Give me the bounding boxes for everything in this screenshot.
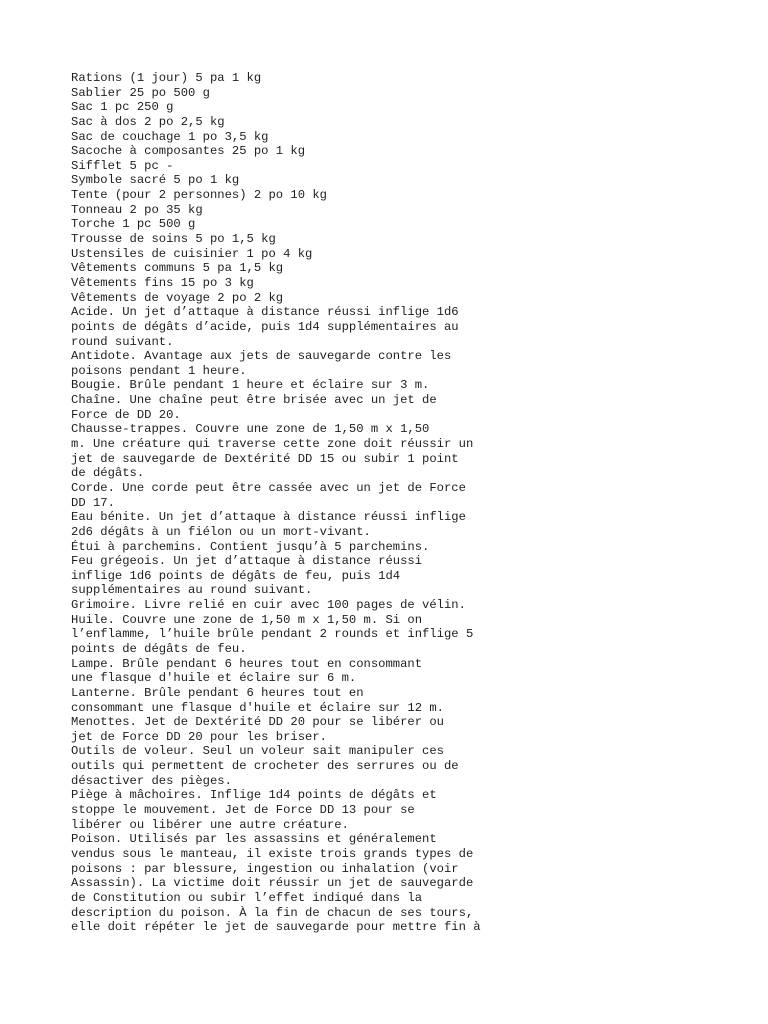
text-line: Bougie. Brûle pendant 1 heure et éclaire sur 3 m. [71, 378, 430, 393]
text-line: DD 17. [71, 495, 115, 510]
text-line: Symbole sacré 5 po 1 kg [71, 173, 240, 188]
text-line: Chaîne. Une chaîne peut être brisée avec un jet de [71, 393, 437, 408]
text-line: Vêtements de voyage 2 po 2 kg [71, 290, 284, 305]
text-line: désactiver des pièges. [71, 773, 232, 788]
text-line: Sac de couchage 1 po 3,5 kg [71, 129, 269, 144]
text-line: Sac 1 pc 250 g [71, 100, 174, 115]
text-line: Rations (1 jour) 5 pa 1 kg [71, 71, 262, 85]
text-line: Huile. Couvre une zone de 1,50 m x 1,50 m. Si on [71, 612, 423, 627]
text-line: Tonneau 2 po 35 kg [71, 202, 203, 217]
text-line: stoppe le mouvement. Jet de Force DD 13 pour se [71, 803, 415, 818]
text-line: round suivant. [71, 334, 174, 349]
text-line: Lanterne. Brûle pendant 6 heures tout en [71, 685, 364, 700]
text-line: Ustensiles de cuisinier 1 po 4 kg [71, 246, 313, 261]
text-line: Sablier 25 po 500 g [71, 85, 210, 100]
text-line: Outils de voleur. Seul un voleur sait manipuler ces [71, 744, 444, 759]
text-line: Sacoche à composantes 25 po 1 kg [71, 144, 306, 159]
text-line: Sac à dos 2 po 2,5 kg [71, 114, 225, 129]
text-line: Vêtements fins 15 po 3 kg [71, 275, 254, 290]
text-line: de Constitution ou subir l’effet indiqué dans la [71, 890, 423, 905]
document-page [71, 71, 751, 935]
text-line: jet de sauvegarde de Dextérité DD 15 ou subir 1 point [71, 451, 459, 466]
text-line: outils qui permettent de crocheter des serrures ou de [71, 759, 459, 774]
text-line: poisons : par blessure, ingestion ou inhalation (voir [71, 861, 459, 876]
text-line: Poison. Utilisés par les assassins et généralement [71, 832, 437, 847]
text-line: vendus sous le manteau, il existe trois grands types de [71, 846, 474, 861]
text-line: supplémentaires au round suivant. [71, 583, 313, 598]
text-line: Tente (pour 2 personnes) 2 po 10 kg [71, 188, 327, 203]
text-line: Piège à mâchoires. Inflige 1d4 points de dégâts et [71, 788, 437, 803]
text-line: Lampe. Brûle pendant 6 heures tout en consommant [71, 656, 423, 671]
text-line: Menottes. Jet de Dextérité DD 20 pour se libérer ou [71, 715, 444, 730]
text-line: inflige 1d6 points de dégâts de feu, puis 1d4 [71, 568, 401, 583]
text-line: points de dégâts de feu. [71, 641, 247, 656]
text-line: 2d6 dégâts à un fiélon ou un mort-vivant. [71, 524, 371, 539]
text-line: Feu grégeois. Un jet d’attaque à distance réussi [71, 554, 423, 569]
text-line: m. Une créature qui traverse cette zone doit réussir un [71, 437, 474, 452]
text-line: de dégâts. [71, 466, 145, 481]
text-line: points de dégâts d’acide, puis 1d4 supplémentaires au [71, 319, 459, 334]
text-line: elle doit répéter le jet de sauvegarde pour mettre fin à [71, 920, 481, 935]
text-line: une flasque d'huile et éclaire sur 6 m. [71, 671, 357, 686]
text-line: Corde. Une corde peut être cassée avec un jet de Force [71, 480, 466, 495]
text-line: jet de Force DD 20 pour les briser. [71, 729, 327, 744]
text-line: Chausse-trappes. Couvre une zone de 1,50 m x 1,50 [71, 422, 430, 437]
text-line: Vêtements communs 5 pa 1,5 kg [71, 261, 284, 276]
text-line: Étui à parchemins. Contient jusqu’à 5 parchemins. [71, 539, 430, 554]
text-line: Torche 1 pc 500 g [71, 217, 196, 232]
text-line: l’enflamme, l’huile brûle pendant 2 rounds et inflige 5 [71, 627, 474, 642]
text-line: Grimoire. Livre relié en cuir avec 100 pages de vélin. [71, 598, 466, 613]
text-line: Trousse de soins 5 po 1,5 kg [71, 232, 276, 247]
text-line: Assassin). La victime doit réussir un jet de sauvegarde [71, 876, 474, 891]
text-line: description du poison. À la fin de chacun de ses tours, [71, 905, 474, 920]
text-line: Acide. Un jet d’attaque à distance réussi inflige 1d6 [71, 305, 459, 320]
text-line: Eau bénite. Un jet d’attaque à distance réussi inflige [71, 510, 466, 525]
text-line: Force de DD 20. [71, 407, 181, 422]
text-line: Sifflet 5 pc - [71, 158, 174, 173]
text-line: poisons pendant 1 heure. [71, 363, 247, 378]
text-line: Antidote. Avantage aux jets de sauvegarde contre les [71, 349, 452, 364]
text-line: consommant une flasque d'huile et éclaire sur 12 m. [71, 700, 444, 715]
text-line: libérer ou libérer une autre créature. [71, 817, 349, 832]
